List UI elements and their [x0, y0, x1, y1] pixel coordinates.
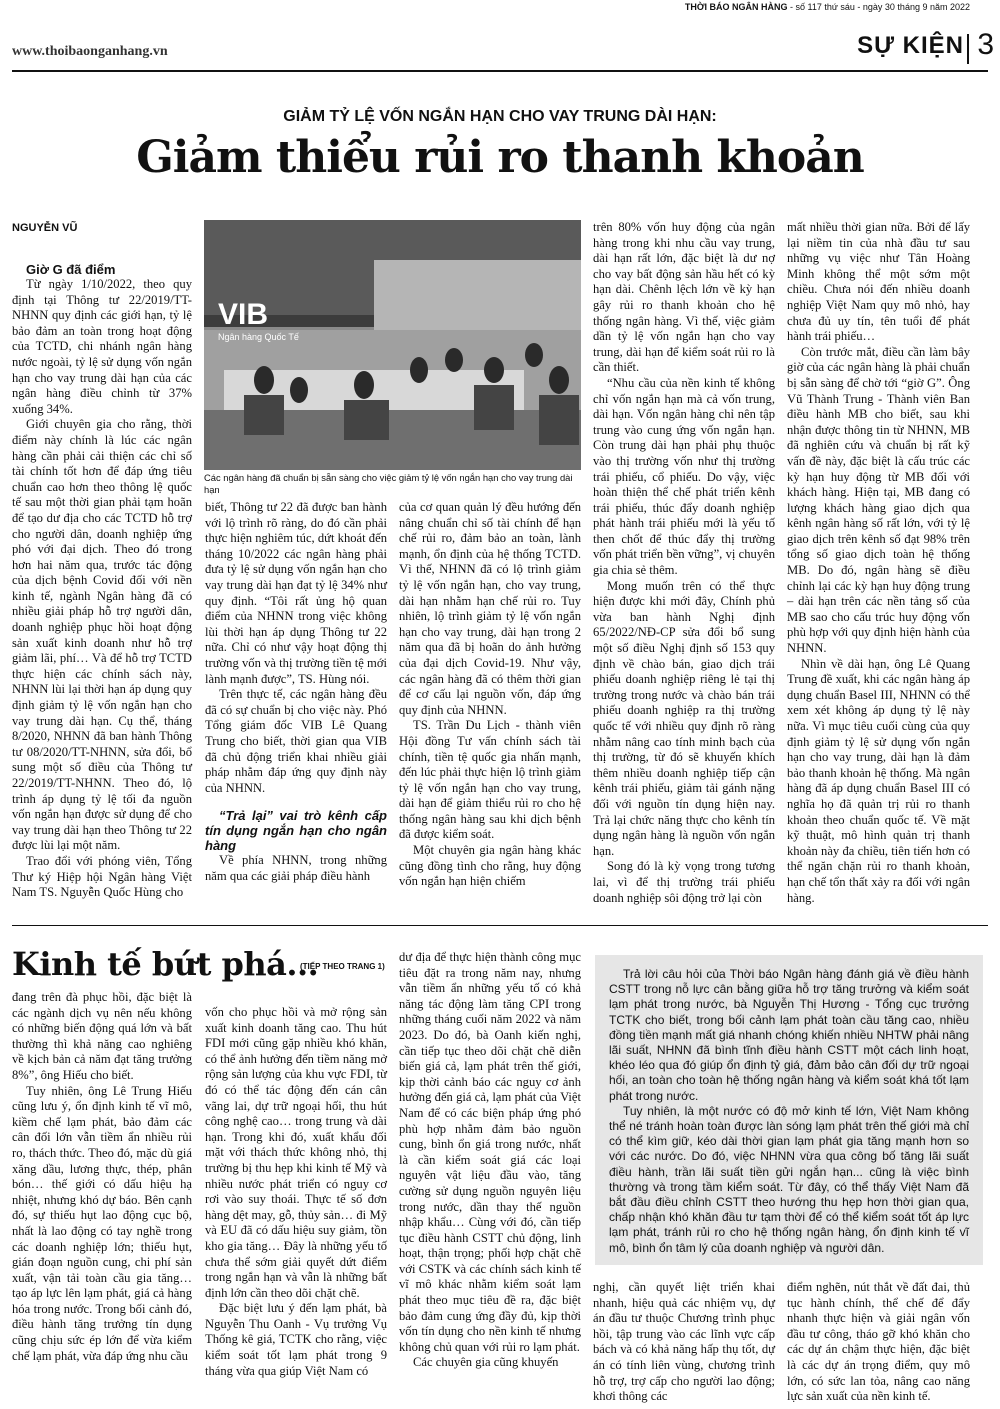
- vib-logo-subtext: Ngân hàng Quốc Tế: [218, 332, 299, 342]
- box-paragraph: Trả lời câu hỏi của Thời báo Ngân hàng đánh giá về điều hành CSTT trong nỗ lực cân bằng giữa hỗ trợ tăng trưởng và kiểm soát lạm phát trong nước, bà Nguyễn Thị Hương - Tổng cục trưởng TCTK cho biết, trong bối cảnh lạm phát toàn cầu tăng cao, nhiều đồng tiền mạnh mất giá nhanh chóng khiến nhiều NHTW phải nâng lãi suất, NHNN đã bình tĩnh điều hành CSTT một cách linh hoạt, khéo léo qua đó giúp ổn định tỷ giá, đảm bảo cân đối dự trữ ngoại hối, an toàn cho toàn hệ thống ngân hàng và kiểm soát khá tốt lạm phát trong nước.: [609, 967, 969, 1103]
- paragraph: Đặc biệt lưu ý đến lạm phát, bà Nguyễn Thu Oanh - Vụ trưởng Vụ Thống kê giá, TCTK cho rằng, việc kiểm soát tốt lạm phát trong 9 tháng vừa qua giúp Việt Nam có: [205, 1301, 387, 1378]
- paragraph: Song đó là kỳ vọng trong tương lai, vì để thị trường trái phiếu doanh nghiệp sôi động trở lại còn: [593, 859, 775, 905]
- article-headline: Giảm thiểu rủi ro thanh khoản: [136, 132, 864, 183]
- article-photo: [204, 220, 581, 470]
- paper-name: THỜI BÁO NGÂN HÀNG: [684, 2, 788, 12]
- highlight-box: [595, 955, 983, 1265]
- paragraph: điểm nghẽn, nút thắt về đất đai, thủ tục hành chính, thể chế để đẩy nhanh thực hiện và giải ngân vốn đầu tư công, tháo gỡ khó khăn cho các dự án chậm thực hiện, đặc biệt là các dự án trọng điểm, quy mô lớn, có sức lan tỏa, nâng cao năng lực sản xuất của nền kinh tế.: [787, 1280, 970, 1404]
- article2-headline: Kinh tế bứt phá...: [12, 945, 319, 983]
- article-column-2: [205, 500, 387, 884]
- page-number: 3: [977, 28, 994, 61]
- section-title: SỰ KIỆN: [857, 32, 964, 59]
- paragraph: của cơ quan quản lý đều hướng đến nâng chuẩn chỉ số tài chính để hạn chế rủi ro, đảm bảo an toàn, lành mạnh, ổn định của hệ thống TCTD. Vì thế, NHNN đã có lộ trình giảm tỷ lệ vốn ngắn hạn, cho vay trung, dài hạn nhằm hạn chế rủi ro. Tuy nhiên, lộ trình giảm tỷ lệ vốn ngắn hạn cho vay trung, dài hạn trong 2 năm qua đã bị hoãn do ảnh hưởng của đại dịch Covid-19. Như vậy, các ngân hàng đã có thêm thời gian để cơ cấu lại nguồn vốn, đáp ứng quy định của NHNN.: [399, 500, 581, 717]
- article-column-3: [399, 500, 581, 889]
- paragraph: Trên thực tế, các ngân hàng đều đã có sự chuẩn bị cho việc này. Phó Tổng giám đốc VIB Lê Quang Trung cho biết, thời gian qua VIB đã chủ động triển khai nhiều giải pháp nhằm đáp ứng quy định này của NHNN.: [205, 687, 387, 795]
- article2-column-2: [205, 1005, 387, 1402]
- top-rule: [12, 70, 988, 72]
- site-url[interactable]: www.thoibaonganhang.vn: [12, 44, 168, 59]
- paragraph: vốn cho phục hồi và mở rộng sản xuất kinh doanh tăng cao. Thu hút FDI mới cũng gặp nhiều khó khăn, có thể ảnh hưởng đến tiềm năng mở rộng sản lượng của khu vực FDI, từ đó có thể tác động đến cán cân vãng lai, dự trữ ngoại hối, thu hút công nghệ cao… trong trung và dài hạn. Trong khi đó, xuất khẩu đối mặt với thách thức không nhỏ, thị trường bị thu hẹp khi kinh tế Mỹ và nhiều nước phát triển có nguy cơ rơi vào suy thoái. Thực tế số đơn hàng dệt may, gỗ, thủy sản… đi Mỹ và EU đã có dấu hiệu suy giảm, tồn kho gia tăng… Đây là những yếu tố chưa thể sớm giải quyết dứt điểm trong ngắn hạn và vẫn là những bất định lớn cần theo dõi chặt chẽ.: [205, 1005, 387, 1300]
- photo-caption: Các ngân hàng đã chuẩn bị sẵn sàng cho việc giảm tỷ lệ vốn ngắn hạn cho vay trung dài hạn: [204, 472, 573, 495]
- box-paragraph: Tuy nhiên, là một nước có độ mở kinh tế lớn, Việt Nam không thể né tránh hoàn toàn được làn sóng lạm phát trên thế giới mà chỉ có thể kìm giữ, kéo dài thời gian lạm phát gia tăng mạnh hơn so với các nước. Do đó, việc NHNN vừa qua công bố tăng lãi suất điều hành, trần lãi suất tiền gửi ngắn hạn... cũng là việc bình thường và trong tầm kiểm soát. Từ đây, có thể thấy Việt Nam đã bắt đầu điều chỉnh CSTT theo hướng thu hẹp hơn thời gian qua, chấp nhận khó khăn đầu tư tạm thời để có thể kiểm soát tốt áp lực lạm phát, tránh rủi ro cho hệ thống ngân hàng, ổn định kinh tế vĩ mô, bình ổn tâm lý của doanh nghiệp và người dân.: [609, 1103, 969, 1255]
- paragraph: Các chuyên gia cũng khuyến: [413, 1355, 559, 1370]
- paragraph: TS. Trần Du Lịch - thành viên Hội đồng Tư vấn chính sách tài chính, tiền tệ quốc gia nhấn mạnh, đến lúc phải thực hiện lộ trình giảm tỷ lệ vốn ngắn hạn cho vay trung, dài hạn để giảm thiểu rủi ro cho hệ thống ngân hàng sau khi dịch bệnh đã được kiểm soát.: [399, 718, 581, 842]
- article-kicker: GIẢM TỶ LỆ VỐN NGẮN HẠN CHO VAY TRUNG DÀI HẠN:: [283, 108, 717, 125]
- paragraph: nghị, cần quyết liệt triển khai nhanh, hiệu quả các nhiệm vụ, dự án đầu tư thuộc Chương trình phục hồi, tập trung vào các lĩnh vực cấp bách và có khả năng hấp thụ tốt, dự án có tính liên vùng, chương trình hỗ trợ, trợ cấp cho người lao động; khơi thông các: [593, 1280, 775, 1404]
- paragraph: Nhìn về dài hạn, ông Lê Quang Trung đề xuất, khi các ngân hàng áp dụng chuẩn Basel III, NHNN có thể xem xét không áp dụng tỷ lệ này nữa. Vì mục tiêu cuối cùng của quy định giảm tỷ lệ sử dụng vốn ngắn hạn cho vay trung, dài hạn là đảm bảo thanh khoản hệ thống. Mà ngân hàng đã áp dụng chuẩn Basel III có nghĩa họ đã quản trị rủi ro thanh khoản theo chuẩn quốc tế. Về mặt kỹ thuật, mô hình quản trị thanh khoản này đa chiều, tiên tiến hơn có thể ngăn chặn rủi ro thanh khoản, hạn chế tổn thất xảy ra đối với ngân hàng.: [787, 656, 970, 905]
- paragraph: Mong muốn trên có thể thực hiện được khi mới đây, Chính phủ vừa ban hành Nghị định 65/2022/NĐ-CP sửa đổi bổ sung một số điều Nghị định số 153 quy định về chào bán, giao dịch trái phiếu doanh nghiệp riêng lẻ tại thị trường trong nước và chào bán trái phiếu doanh nghiệp ra thị trường quốc tế với nhiều quy định rõ ràng nhằm nâng cao tính minh bạch của thị trường, từ đó sẽ khuyến khích thêm nhiều doanh nghiệp tiếp cận kênh trái phiếu, giảm tải gánh nặng đối với nguồn tín dụng hiện nay. Trả lại chức năng thực cho kênh tín dụng ngân hàng là nguồn vốn ngắn hạn.: [593, 578, 775, 858]
- article-column-5: [787, 220, 970, 908]
- paragraph: Trao đổi với phóng viên, Tổng Thư ký Hiệp hội Ngân hàng Việt Nam TS. Nguyễn Quốc Hùng cho: [12, 853, 192, 900]
- article-column-4: [593, 220, 775, 905]
- issue-info: - số 117 thứ sáu - ngày 30 tháng 9 năm 2022: [787, 2, 970, 12]
- subhead-tra-lai: “Trả lại” vai trò kênh cấp tín dụng ngắn hạn cho ngân hàng: [205, 808, 387, 854]
- paragraph: trên 80% vốn huy động của ngân hàng trong khi nhu cầu vay trung, dài hạn rất lớn, đặc biệt là dư nợ cho vay bất động sản hầu hết có kỳ hạn dài. Chênh lệch lớn về kỳ hạn gây rủi ro thanh khoản cho hệ thống ngân hàng. Vì thế, việc giảm dần tỷ lệ vốn ngắn hạn cho vay trung, dài hạn để kiểm soát rủi ro là cần thiết.: [593, 220, 775, 375]
- section-rule: [12, 925, 988, 926]
- paragraph: đang trên đà phục hồi, đặc biệt là các ngành dịch vụ nên nếu không có những biến động quá lớn và bất thường thì khả năng cao nghiêng về kịch bản cả năm đạt tăng trưởng 8%”, ông Hiếu cho biết.: [12, 990, 192, 1082]
- paragraph: biết, Thông tư 22 đã được ban hành với lộ trình rõ ràng, do đó cần phải thực hiện nghiêm túc, dứt khoát đến tháng 10/2022 các ngân hàng phải đưa tỷ lệ sử dụng vốn ngắn hạn cho vay trung dài hạn đạt tỷ lệ 34% như quy định. “Tôi rất ủng hộ quan điểm của NHNN trong việc không lùi thời hạn áp dụng Thông tư 22 nữa. Chỉ có như vậy hoạt động thị trường vốn và thị trường tiền tệ mới lành mạnh được”, TS. Hùng nói.: [205, 500, 387, 686]
- article2-column-5: [787, 1280, 970, 1402]
- paragraph: Giới chuyên gia cho rằng, thời điểm này chính là lúc các ngân hàng cần phải cải thiện các chỉ số tài chính tốt hơn để đáp ứng tiêu chuẩn cao hơn theo thông lệ quốc tế sau một thời gian phải tạm hoãn để tạo dư địa cho các TCTD hỗ trợ cho người dân, doanh nghiệp ứng phó với đại dịch. Theo đó trong hơn hai năm qua, trước tác động của dịch bệnh Covid đối với nền kinh tế, ngành Ngân hàng đã có nhiều giải pháp hỗ trợ người dân, doanh nghiệp phục hồi hoạt động sản xuất kinh doanh như hỗ trợ giảm lãi, phí… Và để hỗ trợ TCTD thực hiện các chính sách này, NHNN lùi lại thời hạn áp dụng quy định giảm tỷ lệ vốn ngắn hạn cho vay trung dài hạn. Cụ thể, tháng 8/2020, NHNN đã ban hành Thông tư 08/2020/TT-NHNN, sửa đổi, bổ sung một số điều của Thông tư 22/2019/TT-NHNN. Theo đó, lộ trình áp dụng tỷ lệ tối đa nguồn vốn ngắn hạn được sử dụng để cho vay trung dài hạn theo Thông tư 22 được lùi lại một năm.: [12, 417, 192, 853]
- article-byline: NGUYỄN VŨ: [12, 222, 78, 234]
- paragraph: “Nhu cầu của nền kinh tế không chỉ vốn ngắn hạn mà cả vốn trung, dài hạn. Vốn ngân hàng chỉ nên tập trung vào cung ứng vốn ngắn hạn. Còn trung dài hạn phải phụ thuộc vào thị trường vốn như thị trường trái phiếu, cổ phiếu. Do vậy, việc hoàn thiện thể chế phát triển kênh trái phiếu, thúc đẩy doanh nghiệp phát hành trái phiếu mới là yếu tố then chốt để thúc đẩy thị trường vốn phát triển bền vững”, vị chuyên gia chia sẻ thêm.: [593, 375, 775, 578]
- article-column-1: [12, 262, 192, 900]
- paragraph: Một chuyên gia ngân hàng khác cũng đồng tình cho rằng, huy động vốn ngắn hạn hiện chiếm: [399, 843, 581, 889]
- masthead: [685, 2, 970, 12]
- section-divider: [967, 34, 969, 64]
- paragraph: Từ ngày 1/10/2022, theo quy định tại Thông tư 22/2019/TT-NHNN quy định các giới hạn, tỷ lệ bảo đảm an toàn trong hoạt động của TCTD, chi nhánh ngân hàng nước ngoài, tỷ lệ sử dụng vốn ngắn hạn cho vay trung dài hạn của các ngân hàng điều chỉnh từ 37% xuống 34%.: [12, 277, 192, 416]
- continued-label: (TIẾP THEO TRANG 1): [300, 962, 385, 971]
- paragraph: mất nhiều thời gian nữa. Bởi để lấy lại niềm tin của nhà đầu tư sau những vụ việc như Tân Hoàng Minh không thể một sớm một chiều. Chưa nói đến nhiều doanh nghiệp Việt Nam quy mô nhỏ, hay chưa đủ uy tín, tên tuổi để phát hành trái phiếu…: [787, 220, 970, 344]
- paragraph: Còn trước mắt, điều cần làm bây giờ của các ngân hàng là phải chuẩn bị sẵn sàng để chờ tới “giờ G”. Ông Vũ Thành Trung - Thành viên Ban điều hành MB cho biết, sau khi nhận được thông tin từ NHNN, MB đã nghiên cứu và chuẩn bị rất kỹ vấn đề này, đặc biệt là cấu trúc các kỳ hạn huy động từ MB đối với khách hàng. Hiện tại, MB đang có lượng khách hàng giao dịch qua kênh ngân hàng số rất lớn, với tỷ lệ giao dịch trên kênh số đạt 98% trên tổng số giao dịch toàn hệ thống MB. Do đó, ngân hàng sẽ điều chỉnh lại các kỳ hạn huy động trung – dài hạn trên các nền tảng số của MB sao cho cấu trúc huy động vốn phù hợp với quy định hiện hành của NHNN.: [787, 344, 970, 656]
- paragraph: Tuy nhiên, ông Lê Trung Hiếu cũng lưu ý, ổn định kinh tế vĩ mô, kiềm chế lạm phát, bảo đảm các cân đối lớn vẫn tiềm ẩn nhiều rủi ro, thách thức. Theo đó, mặc dù giá xăng dầu, lương thực, thép, phân bón… thế giới có dấu hiệu hạ nhiệt, nhưng khó dự báo. Bên cạnh đó, sự thiếu hụt lao động cục bộ, nhất là lao động có tay nghề trong các doanh nghiệp lớn; thiếu hụt, gián đoạn nguồn cung, chi phí sản xuất, vận tải toàn cầu gia tăng… tạo áp lực lên lạm phát, giá cả hàng hóa trong nước. Trong bối cảnh đó, điều hành tăng trưởng tín dụng cũng chịu sức ép lớn để vừa kiểm chế lạm phát, vừa đáp ứng nhu cầu: [12, 1083, 192, 1363]
- article2-column-3: [399, 950, 581, 1402]
- paragraph: Về phía NHNN, trong những năm qua các giải pháp điều hành: [205, 853, 387, 883]
- article2-column-4: [593, 1280, 775, 1402]
- article2-column-1: [12, 990, 192, 1402]
- subhead-gio-g: Giờ G đã điểm: [26, 262, 116, 277]
- vib-logo-text: VIB: [218, 298, 269, 331]
- bank-office-photo: [204, 220, 581, 470]
- paragraph: dư địa để thực hiện thành công mục tiêu đặt ra trong năm nay, nhưng vẫn tiềm ẩn những yếu tố có khả năng tác động làm tăng CPI trong những tháng cuối năm 2022 và năm 2023. Do đó, bà Oanh kiến nghị, cần tiếp tục theo dõi chặt chẽ diễn biến giá cả, lạm phát trên thế giới, kịp thời cảnh báo các nguy cơ ảnh hưởng đến giá cả, lạm phát của Việt Nam để có các biện pháp ứng phó phù hợp nhằm đảm bảo nguồn cung, bình ổn giá trong nước, nhất là cần kiểm soát giá các loại nguyên vật liệu đầu vào, tăng cường sử dụng nguồn nguyên liệu trong nước, dần thay thế nguồn nhập khẩu… Cùng với đó, cần tiếp tục điều hành CSTT chủ động, linh hoạt, thận trọng; phối hợp chặt chẽ với CSTK và các chính sách kinh tế vĩ mô khác nhằm kiểm soát lạm phát theo mục tiêu đề ra, đặc biệt bảo đảm cung ứng đầy đủ, kịp thời vốn tín dụng cho nền kinh tế nhưng không chủ quan với rủi ro lạm phát.: [399, 950, 581, 1354]
